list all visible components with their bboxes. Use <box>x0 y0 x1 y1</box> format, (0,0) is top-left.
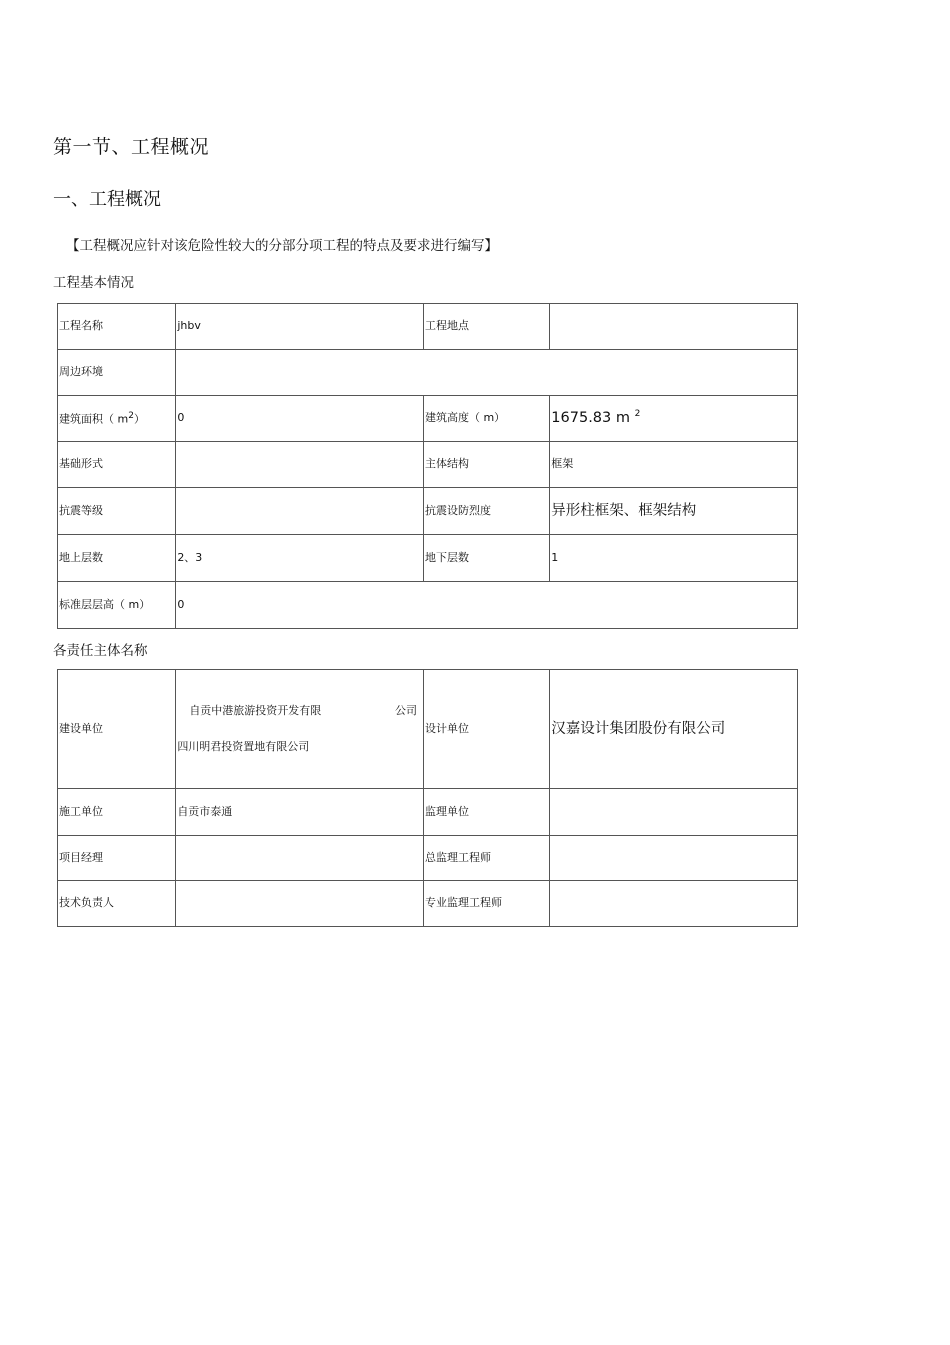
floors-above-value: 2、3 <box>176 535 424 582</box>
builder-value-line1 <box>177 704 423 718</box>
table-row <box>58 789 798 836</box>
seismic-intensity-label: 抗震设防烈度 <box>423 488 549 535</box>
height-value-text: 1675.83 m <box>551 410 630 427</box>
special-supervisor-label: 专业监理工程师 <box>423 881 549 927</box>
supervisor-label: 监理单位 <box>423 789 549 836</box>
floors-below-label: 地下层数 <box>423 535 549 582</box>
table-row <box>58 836 798 881</box>
foundation-value <box>176 442 424 488</box>
section-title: 第一节、工程概况 <box>53 136 210 158</box>
std-height-label: 标准层层高（ m） <box>58 582 176 629</box>
project-location-label: 工程地点 <box>423 304 549 350</box>
table-row <box>58 670 798 789</box>
pm-value <box>176 836 424 881</box>
area-value: 0 <box>176 396 424 442</box>
structure-label: 主体结构 <box>423 442 549 488</box>
height-value <box>550 396 798 442</box>
project-location-value <box>550 304 798 350</box>
area-label <box>58 396 176 442</box>
designer-label: 设计单位 <box>423 670 549 789</box>
special-supervisor-value <box>550 881 798 927</box>
seismic-grade-label: 抗震等级 <box>58 488 176 535</box>
floors-below-value: 1 <box>550 535 798 582</box>
table-row <box>58 535 798 582</box>
surroundings-label: 周边环境 <box>58 350 176 396</box>
parties-heading: 各责任主体名称 <box>53 643 148 659</box>
project-name-value: jhbv <box>176 304 424 350</box>
table-row <box>58 304 798 350</box>
seismic-intensity-value: 异形柱框架、框架结构 <box>550 488 798 535</box>
basic-info-table <box>57 303 798 629</box>
foundation-label: 基础形式 <box>58 442 176 488</box>
builder-value <box>176 670 424 789</box>
chief-supervisor-label: 总监理工程师 <box>423 836 549 881</box>
height-value-sup: 2 <box>634 409 641 420</box>
structure-value: 框架 <box>550 442 798 488</box>
contractor-value: 自贡市泰通 <box>176 789 424 836</box>
chief-supervisor-value <box>550 836 798 881</box>
builder-label: 建设单位 <box>58 670 176 789</box>
table-row <box>58 881 798 927</box>
parties-table <box>57 669 798 927</box>
surroundings-value <box>176 350 798 396</box>
instruction-note: 【工程概况应针对该危险性较大的分部分项工程的特点及要求进行编写】 <box>66 238 498 254</box>
table-row <box>58 350 798 396</box>
tech-lead-value <box>176 881 424 927</box>
builder-value-part1: 自贡中港旅游投资开发有限 <box>189 703 322 717</box>
seismic-grade-value <box>176 488 424 535</box>
height-label: 建筑高度（ m） <box>423 396 549 442</box>
tech-lead-label: 技术负责人 <box>58 881 176 927</box>
table-row <box>58 488 798 535</box>
project-name-label: 工程名称 <box>58 304 176 350</box>
area-label-text: 建筑面积（ m <box>59 412 129 426</box>
std-height-value: 0 <box>176 582 798 629</box>
table-row <box>58 582 798 629</box>
basic-info-heading: 工程基本情况 <box>53 275 134 291</box>
area-label-suffix: ） <box>133 412 145 426</box>
designer-value: 汉嘉设计集团股份有限公司 <box>550 670 798 789</box>
pm-label: 项目经理 <box>58 836 176 881</box>
contractor-label: 施工单位 <box>58 789 176 836</box>
area-label-sup: 2 <box>128 410 134 421</box>
table-row <box>58 442 798 488</box>
supervisor-value <box>550 789 798 836</box>
table-row <box>58 396 798 442</box>
builder-value-part2: 公司 <box>394 703 417 717</box>
subsection-title: 一、工程概况 <box>53 189 161 210</box>
builder-value-line2: 四川明君投资置地有限公司 <box>177 740 310 753</box>
floors-above-label: 地上层数 <box>58 535 176 582</box>
